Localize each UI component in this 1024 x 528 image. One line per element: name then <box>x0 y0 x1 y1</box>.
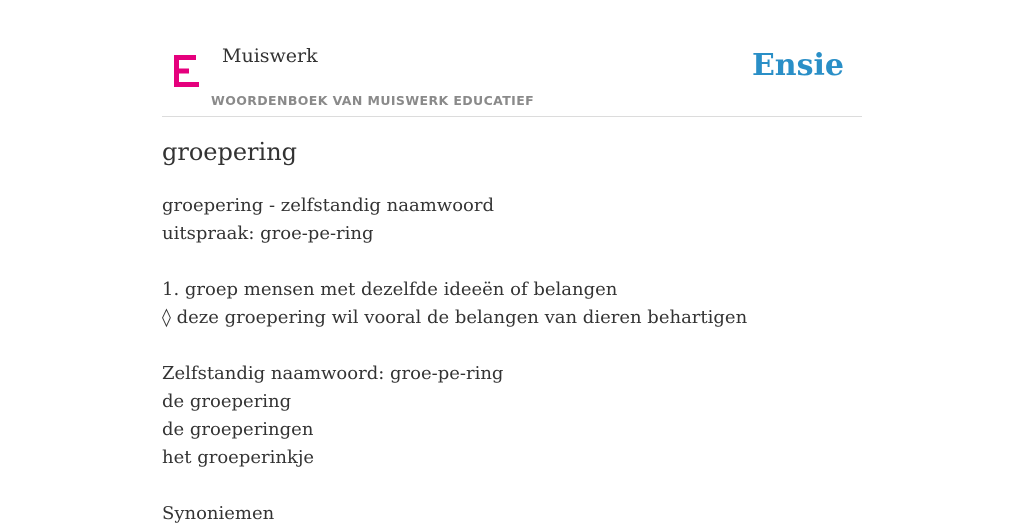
entry-line-example: ◊ deze groepering wil vooral de belangen van dieren behartigen <box>162 307 748 328</box>
entry-line-blank <box>162 472 862 500</box>
entry-line-blank <box>162 332 862 360</box>
entry-line-blank <box>162 248 862 276</box>
site-header <box>162 0 862 117</box>
entry-line-synonyms-header: Synoniemen <box>162 503 275 524</box>
entry-line-pronunciation: uitspraak: groe-pe-ring <box>162 223 374 244</box>
entry-line-grammar-header: Zelfstandig naamwoord: groe-pe-ring <box>162 363 504 384</box>
entry-title: groepering <box>162 138 298 166</box>
entry-line-definition-header: groepering - zelfstandig naamwoord <box>162 195 494 216</box>
page-container <box>162 0 862 524</box>
entry-line-singular: de groepering <box>162 391 292 412</box>
muiswerk-logo <box>172 54 200 88</box>
brand-name[interactable]: Muiswerk <box>222 45 318 67</box>
ensie-logo-link[interactable]: Ensie <box>751 48 844 83</box>
brand-subtitle: WOORDENBOEK VAN MUISWERK EDUCATIEF <box>211 93 535 108</box>
entry-line-diminutive: het groeperinkje <box>162 447 315 468</box>
entry-line-meaning: 1. groep mensen met dezelfde ideeën of belangen <box>162 279 618 300</box>
entry-body <box>162 192 862 528</box>
entry-line-plural: de groeperingen <box>162 419 314 440</box>
